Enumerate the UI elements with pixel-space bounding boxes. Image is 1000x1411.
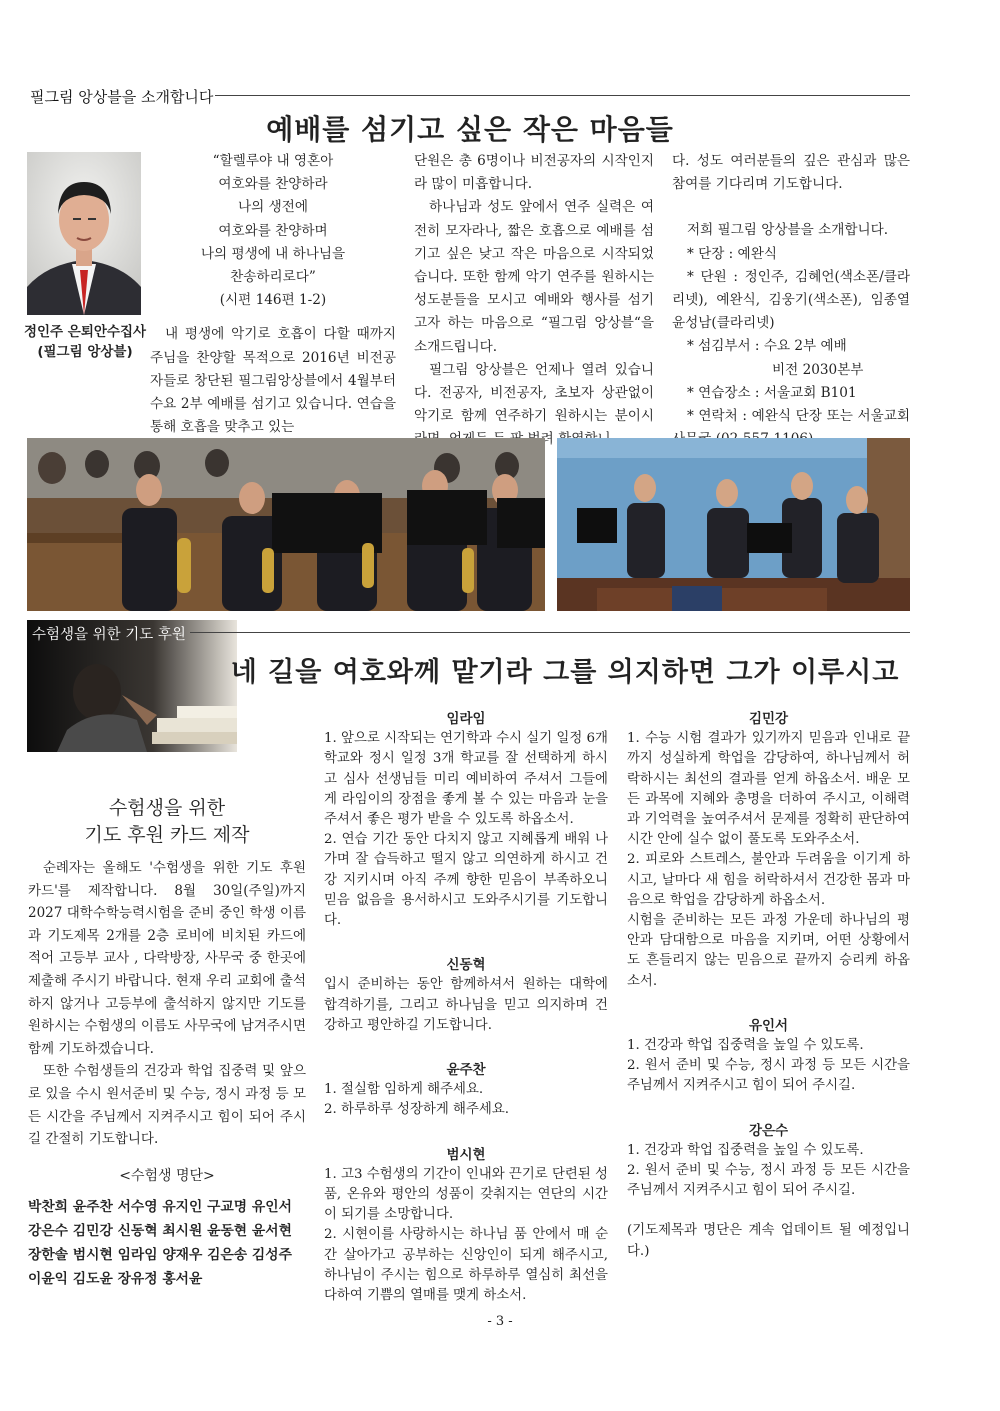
- portrait-photo: [27, 152, 141, 315]
- prayer-text: 2. 시현이를 사랑하시는 하나님 품 안에서 매 순간 살아가고 공부하는 신앙인이 되게 해주시고, 하나님이 주시는 힘으로 하루하루 열심히 최선을 다하여 기쁨의 열매를 맺게 하소서.: [324, 1227, 608, 1304]
- ensemble-body-text: 다. 성도 여러분들의 깊은 관심과 많은 참여를 기다리며 기도합니다.: [672, 153, 910, 193]
- student-names-line: 강은수 김민강 신동혁 최시원 윤동현 윤서현: [28, 1222, 292, 1239]
- caption-line: (필그림 앙상블): [37, 344, 133, 360]
- psalm-quote-line: 찬송하리로다”: [230, 269, 316, 286]
- update-note: (기도제목과 명단은 계속 업데이트 될 예정입니다.): [627, 1223, 910, 1259]
- psalm-quote-line: “할렐루야 내 영혼아: [212, 153, 334, 169]
- prayer-text: 1. 앞으로 시작되는 연기학과 수시 실기 일정 6개 학교와 정시 일정 3개 학교를 잘 선택하게 하시고 심사 선생님들 미리 예비하여 주셔서 그들에게 라임이의 장점을 좋게 볼 수 있는 마음과 눈을 주셔서 좋은 평가 받을 수 있도록 하옵소서.: [324, 731, 608, 828]
- prayer-text: 2. 원서 준비 및 수능, 정시 과정 등 모든 시간을 주님께서 지켜주시고 힘이 되어 주시길.: [627, 1058, 910, 1094]
- prayer-text: 2. 피로와 스트레스, 불안과 두려움을 이기게 하시고, 날마다 새 힘을 허락하셔서 건강한 몸과 마음으로 학업을 감당하게 하옵소서.: [627, 852, 910, 908]
- prayer-card-body: [28, 857, 306, 1151]
- ensemble-body-text: 하나님과 성도 앞에서 연주 실력은 여전히 모자라나, 짧은 호흡으로 예배를 섬기고 싶은 낮고 작은 마음으로 시작되었습니다. 또한 함께 악기 연주를 원하시는 성도분들을 모시고 예배와 행사를 섬기고자 하는 마음으로 “필그림 앙상블“을 소개드립니다.: [414, 199, 654, 355]
- psalm-quote-line: 나의 평생에 내 하나님을: [200, 245, 346, 262]
- psalm-reference: (시편 146편 1-2): [219, 292, 327, 309]
- prayer-card-title: [28, 795, 306, 849]
- prayer-text: 1. 고3 수험생의 기간이 인내와 끈기로 단련된 성품, 온유와 평안의 성품이 갖춰지는 연단의 시간이 되기를 소망합니다.: [324, 1166, 608, 1223]
- section-label-prayer: 수험생을 위한 기도 후원: [32, 627, 186, 643]
- ensemble-column-3: [672, 150, 910, 451]
- prayer-card-paragraph: 순례자는 올해도 '수험생을 위한 기도 후원 카드'를 제작합니다. 8월 30일(주일)까지 2027 대학수학능력시험을 준비 중인 학생 이름과 기도제목 2개를 2층 로비에 비치된 카드에 적어 고등부 교사 , 다락방장, 사무국 중 한곳에 제출해 주시기 바랍니다. 현재 우리 교회에 출석하지 않거나 고등부에 출석하지 않지만 기도를 원하시는 수험생의 이름도 사무국에 남겨주시면 함께 기도하겠습니다.: [28, 860, 306, 1057]
- prayer-card-title-line: 기도 후원 카드 제작: [84, 824, 250, 846]
- ensemble-info-item: * 연습장소 : 서울교회 B101: [686, 384, 857, 401]
- prayer-text: 2. 하루하루 성장하게 해주세요.: [324, 1102, 510, 1118]
- ensemble-column-2: [414, 150, 654, 452]
- ensemble-info-item: * 연락처 : 예완식 단장 또는 서울교회: [686, 408, 910, 425]
- headline-prayer: 네 길을 여호와께 맡기라 그를 의지하면 그가 이루시고: [230, 657, 900, 688]
- ensemble-photo-rehearsal: [557, 438, 910, 611]
- prayer-text: 1. 수능 시험 결과가 있기까지 믿음과 인내로 끝까지 성실하게 학업을 감당하여, 하나님께서 허락하시는 최선의 결과를 얻게 하옵소서. 배운 모든 과목에 지혜와 총명을 더하여 주시고, 이해력과 기억력을 높여주셔서 문제를 정확히 판단하여 시간 안에 실수 없이 풀도록 도와주소서.: [627, 731, 910, 848]
- ensemble-body-text: 필그림 앙상블은 언제나 열려 있습니다. 전공자, 비전공자, 초보자 상관없이 악기로 함께 연주하기 원하시는 분이시: [414, 361, 654, 425]
- ensemble-info-item: 비전 2030본부: [772, 361, 864, 378]
- student-names-line: 장한솔 범시현 임라임 양재우 김은송 김성주: [28, 1246, 292, 1263]
- ensemble-body-text: 단원은 총 6명이나 비전공자의 시작인지라 많이 미흡합니다.: [414, 153, 654, 193]
- prayer-card-column: [28, 795, 306, 1291]
- prayer-text: 1. 절실함 임하게 해주세요.: [324, 1082, 484, 1098]
- student-names: [28, 1195, 306, 1291]
- portrait-caption: [18, 322, 152, 362]
- ensemble-intro: 저희 필그림 앙상블을 소개합니다.: [686, 222, 889, 239]
- prayer-student-name: 임라임: [446, 711, 486, 727]
- psalm-quote-line: 여호와를 찬양하며: [218, 222, 328, 239]
- ensemble-info-item: * 섬김부서 : 수요 2부 예배: [686, 338, 847, 355]
- psalm-quote-line: 나의 생전에: [238, 199, 308, 216]
- prayer-card-paragraph: 또한 수험생들의 건강과 학업 집중력 및 앞으로 있을 수시 원서준비 및 수능, 정시 과정 등 모든 시간을 주님께서 지켜주시고 힘이 되어 주시길 간절히 기도합니다.: [28, 1063, 306, 1148]
- ensemble-info-item: * 단원 : 정인주, 김혜언(색소폰/클라리넷), 예완식, 김웅기(색소폰), 임종열 윤성남(클라리넷): [672, 268, 910, 332]
- headline-ensemble: 예배를 섬기고 싶은 작은 마음들: [266, 113, 674, 146]
- section-rule: [190, 632, 910, 633]
- student-list-title: <수험생 명단>: [119, 1167, 215, 1184]
- student-names-line: 박찬희 윤주찬 서수영 유지인 구교명 유인서: [28, 1198, 292, 1215]
- prayer-text: 2. 원서 준비 및 수능, 정시 과정 등 모든 시간을 주님께서 지켜주시고 힘이 되어 주시길.: [627, 1163, 910, 1199]
- page-number: - 3 -: [487, 1314, 513, 1329]
- student-names-line: 이윤익 김도윤 장유정 홍서윤: [28, 1270, 203, 1287]
- prayer-text: 입시 준비하는 동안 함께하셔서 원하는 대학에 합격하기를, 그리고 하나님을 믿고 의지하며 건강하고 평안하길 기도합니다.: [324, 977, 608, 1033]
- prayer-student-name: 김민강: [748, 711, 789, 727]
- section-label-ensemble: 필그림 앙상블을 소개합니다: [30, 88, 214, 106]
- prayer-column-middle: [324, 709, 608, 1306]
- prayer-student-name: 범시현: [446, 1146, 486, 1163]
- prayer-student-name: 강은수: [748, 1122, 789, 1139]
- prayer-text: 2. 연습 기간 동안 다치지 않고 지혜롭게 배워 나가며 잘 습득하고 떨지 않고 의연하게 하시고 건강 지키시며 아직 주께 향한 믿음이 부족하오니 믿음 없음을 용서하시고 도와주시기를 기도합니다.: [324, 832, 608, 929]
- section-rule: [215, 95, 910, 96]
- prayer-text: 1. 건강과 학업 집중력을 높일 수 있도록.: [627, 1142, 864, 1158]
- ensemble-photo-church: [27, 438, 545, 611]
- prayer-student-name: 신동혁: [446, 957, 486, 974]
- prayer-card-title-line: 수험생을 위한: [108, 797, 226, 819]
- prayer-text: 1. 건강과 학업 집중력을 높일 수 있도록.: [627, 1038, 864, 1054]
- ensemble-info-item: * 단장 : 예완식: [686, 245, 777, 262]
- ensemble-body-text: 내 평생에 악기로 호흡이 다할 때까지 주님을 찬양할 목적으로 2016년 비전공자들로 창단된 필그림앙상블에서 4월부터 수요 2부 예배를 섬기고 있습니다. 연습을 통해 호흡을 맞추고 있는: [150, 326, 396, 436]
- ensemble-column-1: [150, 150, 396, 439]
- prayer-student-name: 윤주찬: [446, 1062, 486, 1079]
- prayer-text: 시험을 준비하는 모든 과정 가운데 하나님의 평안과 담대함으로 마음을 지키며, 어떤 상황에서도 흔들리지 않는 믿음으로 끝까지 승리케 하옵소서.: [627, 913, 910, 989]
- psalm-quote-line: 여호와를 찬양하라: [218, 176, 328, 193]
- caption-line: 정인주 은퇴안수집사: [23, 324, 147, 340]
- prayer-column-right: [627, 709, 910, 1262]
- prayer-student-name: 유인서: [748, 1017, 789, 1034]
